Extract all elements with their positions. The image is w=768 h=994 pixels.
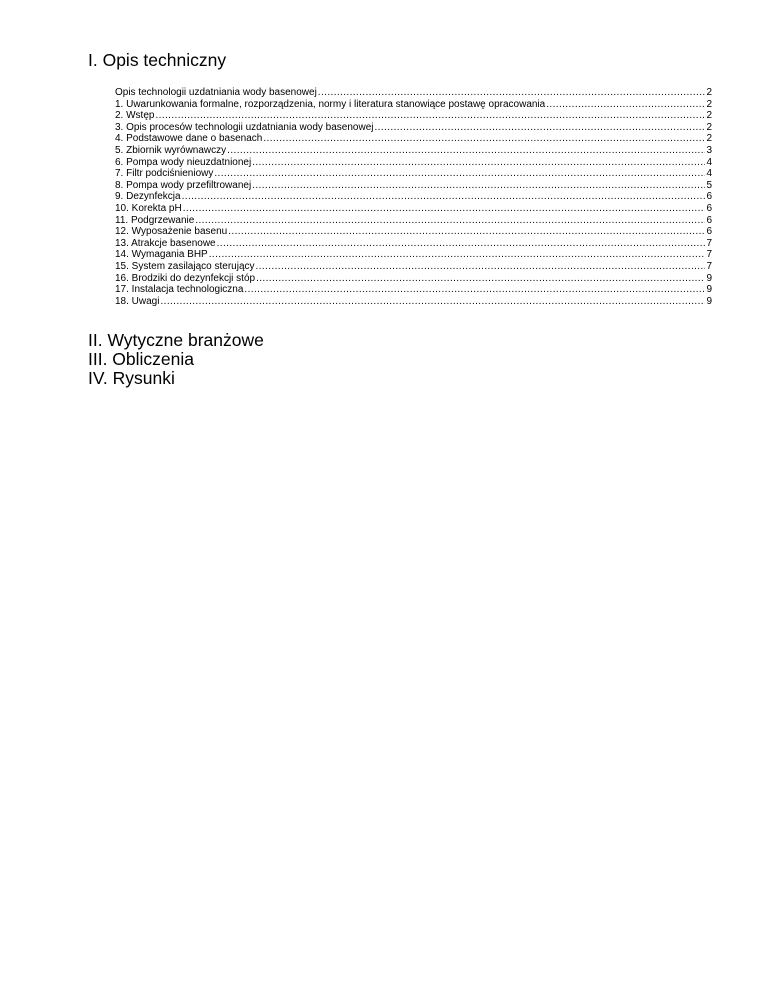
toc-entry-page: 9 [706,272,712,284]
toc-leader-dots [375,122,706,134]
toc-leader-dots [209,249,706,261]
toc-leader-dots [160,296,705,308]
toc-entry-title: 3. Opis procesów technologii uzdatniania wody basenowej [115,121,374,133]
toc-entry-title: 18. Uwagi [115,295,160,307]
toc-entry-page: 4 [706,156,712,168]
toc-entry-page: 6 [706,214,712,226]
toc-entry[interactable] [115,168,712,180]
toc-entry[interactable] [115,191,712,203]
toc-entry[interactable] [115,249,712,261]
toc-leader-dots [263,133,705,145]
table-of-contents [115,87,712,307]
toc-entry-page: 6 [706,226,712,238]
toc-entry[interactable] [115,122,712,134]
toc-entry[interactable] [115,180,712,192]
toc-entry[interactable] [115,238,712,250]
toc-leader-dots [228,226,705,238]
toc-entry-title: Opis technologii uzdatniania wody basenowej [115,87,317,98]
toc-entry[interactable] [115,99,712,111]
toc-entry-page: 5 [706,179,712,191]
section-heading: IV. Rysunki [88,368,175,388]
toc-entry-page: 2 [706,87,712,98]
toc-entry-title: 7. Filtr podciśnieniowy [115,168,214,180]
toc-entry[interactable] [115,87,712,99]
toc-leader-dots [195,215,705,227]
toc-leader-dots [183,203,706,215]
section-heading: I. Opis techniczny [88,50,227,70]
toc-entry[interactable] [115,203,712,215]
toc-leader-dots [546,99,705,111]
toc-entry[interactable] [115,133,712,145]
toc-entry-title: 11. Podgrzewanie [115,214,195,226]
toc-entry-title: 15. System zasilająco sterujący [115,260,255,272]
toc-leader-dots [155,110,705,122]
toc-leader-dots [227,145,705,157]
toc-leader-dots [217,238,706,250]
toc-leader-dots [182,191,706,203]
toc-leader-dots [252,157,705,169]
toc-entry-page: 7 [706,237,712,249]
toc-entry-page: 7 [706,260,712,272]
toc-entry-title: 2. Wstęp [115,110,155,122]
toc-entry-title: 4. Podstawowe dane o basenach [115,133,263,145]
toc-entry-title: 12. Wyposażenie basenu [115,226,228,238]
toc-entry-title: 5. Zbiornik wyrównawczy [115,144,227,156]
toc-entry-page: 7 [706,249,712,261]
toc-entry-title: 10. Korekta pH [115,202,182,214]
toc-entry-page: 9 [706,284,712,296]
section-headings [88,331,264,388]
toc-entry-page: 9 [706,295,712,307]
toc-entry-page: 3 [706,144,712,156]
toc-entry[interactable] [115,145,712,157]
toc-entry-title: 8. Pompa wody przefiltrowanej [115,179,252,191]
toc-entry[interactable] [115,226,712,238]
toc-entry-title: 6. Pompa wody nieuzdatnionej [115,156,252,168]
toc-entry-title: 1. Uwarunkowania formalne, rozporządzenia, normy i literatura stanowiące postawę opracowania [115,98,546,110]
toc-entry[interactable] [115,215,712,227]
section-heading: II. Wytyczne branżowe [88,330,264,350]
section-heading: III. Obliczenia [88,349,195,369]
toc-entry-title: 13. Atrakcje basenowe [115,237,216,249]
toc-entry-page: 4 [706,168,712,180]
toc-entry[interactable] [115,296,712,308]
toc-leader-dots [318,87,706,99]
toc-entry-page: 2 [706,121,712,133]
toc-leader-dots [252,180,705,192]
toc-leader-dots [244,284,705,296]
toc-entry-page: 6 [706,202,712,214]
toc-leader-dots [256,273,705,285]
toc-entry[interactable] [115,273,712,285]
toc-entry-page: 2 [706,110,712,122]
toc-entry-page: 6 [706,191,712,203]
toc-entry[interactable] [115,110,712,122]
toc-entry[interactable] [115,284,712,296]
toc-entry-title: 16. Brodziki do dezynfekcji stóp [115,272,256,284]
toc-entry-page: 2 [706,98,712,110]
toc-leader-dots [256,261,706,273]
toc-entry-title: 14. Wymagania BHP [115,249,208,261]
toc-entry[interactable] [115,157,712,169]
toc-entry-page: 2 [706,133,712,145]
toc-leader-dots [214,168,705,180]
toc-entry-title: 17. Instalacja technologiczna [115,284,244,296]
toc-entry[interactable] [115,261,712,273]
toc-entry-title: 9. Dezynfekcja [115,191,181,203]
